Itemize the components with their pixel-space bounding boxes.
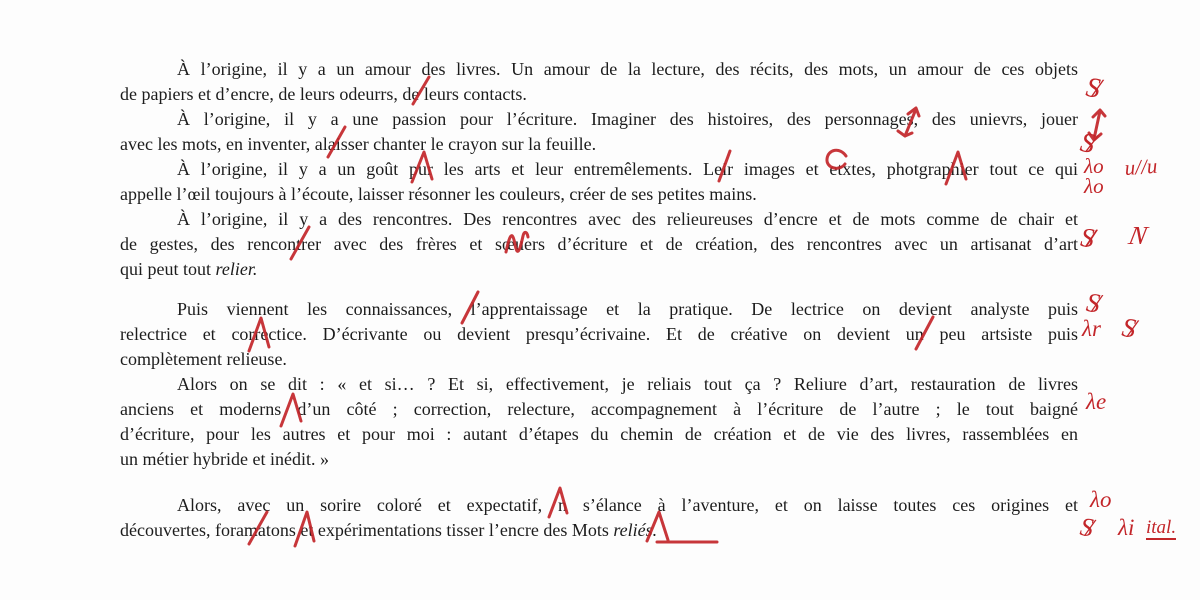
margin-transpose-arrow bbox=[1094, 111, 1100, 139]
text-line: À l’origine, il y a un goût pur les arts et leur entremêlements. Leir images et etxtes, photgraphier tout ce qui bbox=[177, 159, 1078, 179]
text-block-1 bbox=[120, 57, 1078, 282]
text-line: anciens et moderns d’un côté ; correction, relecture, accompagnement à l’écriture de l’autre ; le tout baigné bbox=[120, 399, 1078, 419]
text-line: avec les mots, en inventer, alaisser chanter le crayon sur la feuille. bbox=[120, 134, 597, 154]
text-line: Alors, avec un sorire coloré et expectatif, n s’élance à l’aventure, et on laisse toutes ces origines et bbox=[177, 495, 1078, 515]
deleatur-mark: S/ bbox=[1078, 512, 1089, 542]
deleatur-mark: S// bbox=[1079, 222, 1090, 253]
deleatur-mark: S/ bbox=[1120, 312, 1132, 343]
text-line: de gestes, des rencontrer avec des frères et sœuers d’écriture et de création, des rencontres avec un artisanat d’art bbox=[120, 234, 1078, 254]
italic-text-run: reliés. bbox=[613, 520, 658, 540]
text-line: À l’origine, il y a une passion pour l’écriture. Imaginer des histoires, des personnages, des unievrs, jouer bbox=[177, 109, 1078, 129]
text-line: de papiers et d’encre, de leurs odeurrs, de leurs contacts. bbox=[120, 84, 527, 104]
text-line: complètement relieuse. bbox=[120, 349, 287, 369]
text-line: Alors on se dit : « et si… ? Et si, effectivement, je reliais tout ça ? Reliure d’art, restauration de livres bbox=[177, 374, 1078, 394]
text-line: un métier hybride et inédit. » bbox=[120, 449, 329, 469]
replace-u-mark: u//u bbox=[1123, 153, 1159, 180]
text-line bbox=[120, 257, 1078, 282]
text-run: qui peut tout bbox=[120, 259, 216, 279]
text-line: À l’origine, il y a des rencontres. Des rencontres avec des relieureuses d’encre et de mots comme de chair et bbox=[177, 209, 1078, 229]
insert-e-mark: λe bbox=[1086, 389, 1107, 414]
italic-text-run: relier. bbox=[215, 259, 258, 279]
text-line: relectrice et correctice. D’écrivante ou devient presqu’écrivaine. Et de créative on devient un peu artsiste puis bbox=[120, 324, 1078, 344]
text-block-2 bbox=[120, 297, 1078, 372]
deleatur-mark: S/ bbox=[1084, 287, 1096, 318]
deleatur-mark: S/ bbox=[1077, 127, 1092, 159]
insert-o-mark: λo bbox=[1084, 174, 1104, 198]
transpose-mark: N bbox=[1126, 221, 1150, 250]
text-line: appelle l’œil toujours à l’écoute, laisser résonner les couleurs, créer de ses petites mains. bbox=[120, 184, 757, 204]
text-line: À l’origine, il y a un amour des livres. Un amour de la lecture, des récits, des mots, un amour de ces objets bbox=[177, 59, 1078, 79]
insert-o-mark: λo bbox=[1084, 154, 1104, 178]
insert-i-mark: λi bbox=[1118, 515, 1135, 540]
margin-transpose-arrow-head-top bbox=[1093, 110, 1105, 117]
text-block-3 bbox=[120, 372, 1078, 472]
text-block-4 bbox=[120, 493, 1078, 543]
text-line: Puis viennent les connaissances, l’apprentaissage et la pratique. De lectrice on devient analyste puis bbox=[177, 299, 1078, 319]
italicize-note-mark: ital. bbox=[1146, 517, 1177, 538]
deleatur-mark: S/ bbox=[1083, 72, 1096, 104]
insert-r-mark: λr bbox=[1082, 316, 1101, 341]
text-line: d’écriture, pour les autres et pour moi : autant d’étapes du chemin de création et de vie des livres, rassemblées en bbox=[120, 424, 1078, 444]
text-line bbox=[120, 518, 1078, 543]
insert-o-mark: λo bbox=[1090, 487, 1112, 512]
text-run: découvertes, foramatons et expérimentations tisser l’encre des Mots bbox=[120, 520, 614, 540]
margin-transpose-arrow-head-bottom bbox=[1089, 133, 1101, 140]
